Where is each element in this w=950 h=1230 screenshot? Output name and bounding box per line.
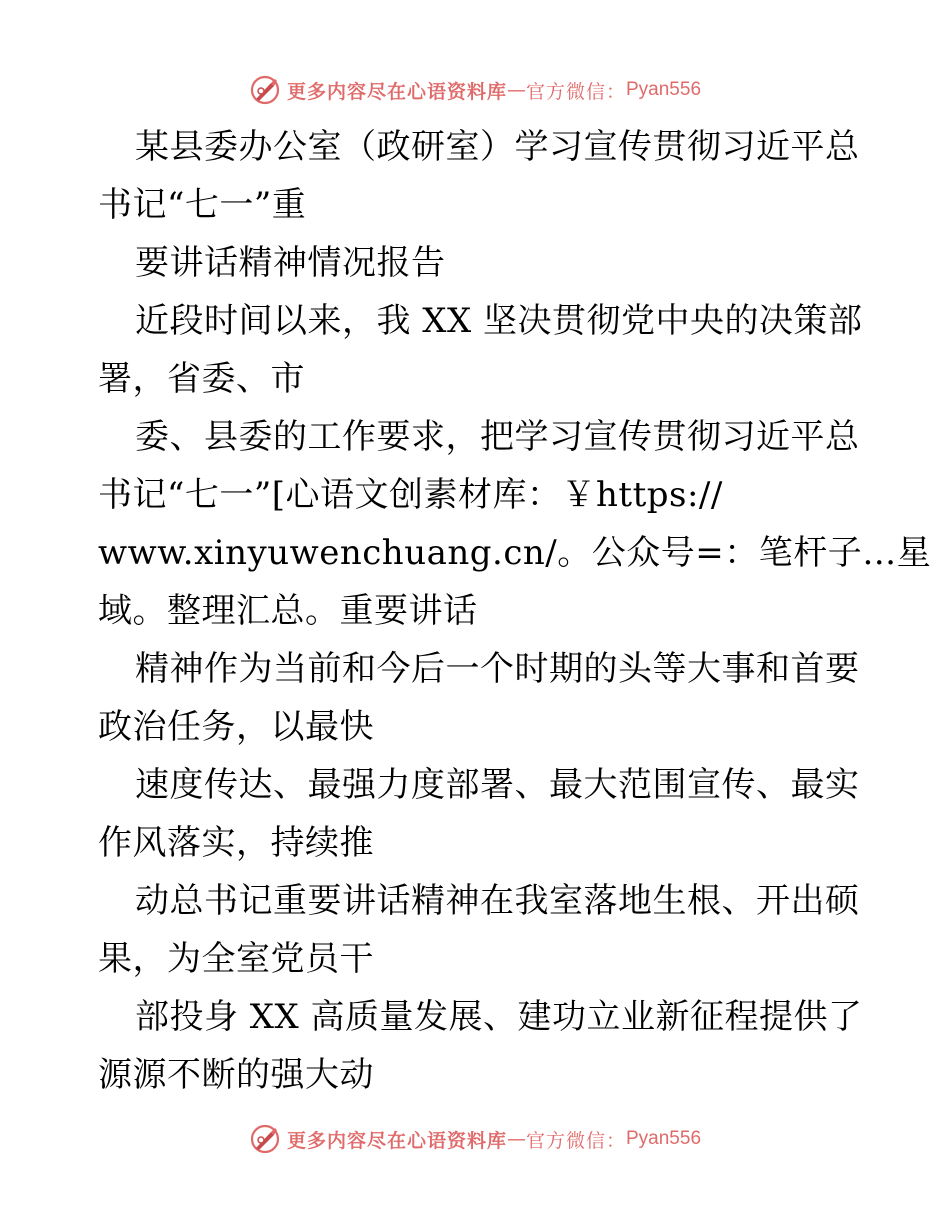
text-line: 精神作为当前和今后一个时期的头等大事和首要	[135, 649, 860, 689]
text-line: 要讲话精神情况报告	[135, 243, 446, 283]
text-line: 署，省委、市	[98, 359, 305, 399]
banner-main-text: 更多内容尽在心语资料库	[286, 80, 507, 103]
banner-wechat-id: Pyan556	[626, 79, 702, 100]
text-line: 动总书记重要讲话精神在我室落地生根、开出硕	[135, 881, 860, 921]
text-line: 书记“七一”重	[98, 185, 307, 225]
text-line: 果，为全室党员干	[98, 939, 374, 979]
banner-sub-text: 官方微信：	[525, 80, 626, 103]
footer-banner	[0, 1121, 950, 1157]
text-line: 书记“七一”[心语文创素材库：￥https://	[98, 475, 723, 515]
text-line: 委、县委的工作要求，把学习宣传贯彻习近平总	[135, 417, 860, 457]
quill-pen-logo-icon	[249, 74, 281, 106]
header-banner	[0, 72, 950, 108]
banner-dash: —	[506, 79, 526, 101]
document-body	[98, 118, 932, 1104]
banner-wechat-id: Pyan556	[626, 1128, 702, 1149]
text-line: 作风落实，持续推	[98, 823, 374, 863]
text-line: 域。整理汇总。重要讲话	[98, 591, 478, 631]
banner-dash: —	[506, 1128, 526, 1150]
text-line: 某县委办公室（政研室）学习宣传贯彻习近平总	[135, 127, 860, 167]
quill-pen-logo-icon	[249, 1123, 281, 1155]
text-line: 近段时间以来，我 XX 坚决贯彻党中央的决策部	[135, 301, 863, 341]
banner-main-text: 更多内容尽在心语资料库	[286, 1129, 507, 1152]
text-line: www.xinyuwenchuang.cn/。公众号=：笔杆子…星	[98, 533, 932, 573]
banner-sub-text: 官方微信：	[525, 1129, 626, 1152]
text-line: 源源不断的强大动	[98, 1055, 374, 1095]
text-line: 部投身 XX 高质量发展、建功立业新征程提供了	[135, 997, 863, 1037]
text-line: 政治任务，以最快	[98, 707, 374, 747]
text-line: 速度传达、最强力度部署、最大范围宣传、最实	[135, 765, 860, 805]
